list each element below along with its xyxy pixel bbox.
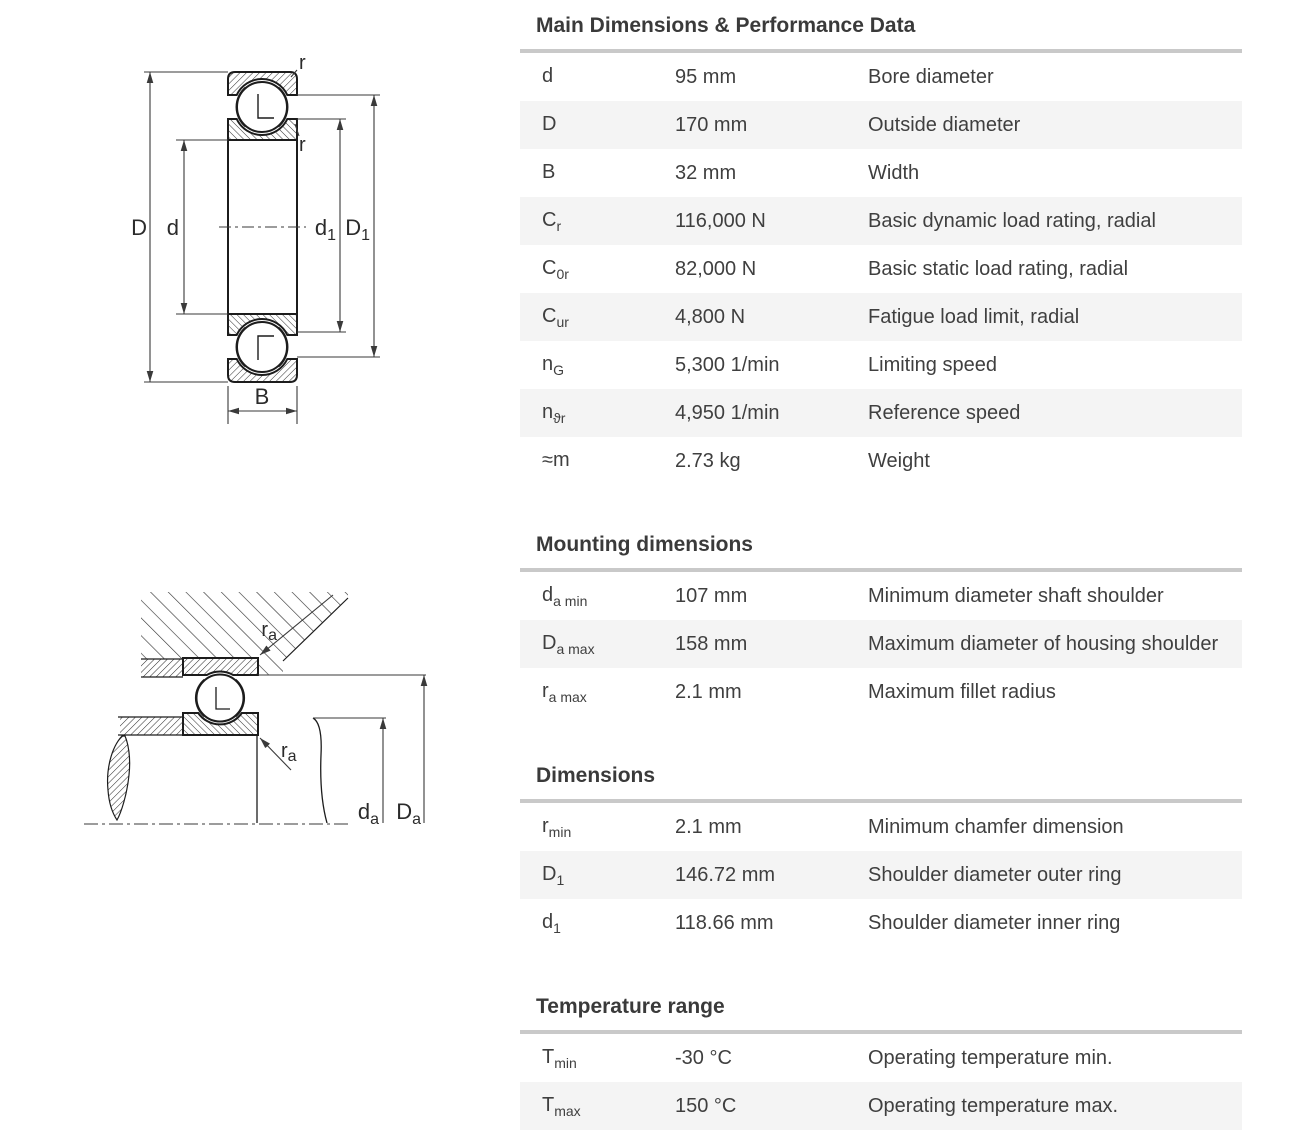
section-title: Dimensions [536,764,656,787]
shaft-shoulder-section [120,717,183,735]
table-row [520,149,1242,197]
section-title: Main Dimensions & Performance Data [536,14,916,37]
row-description: Shoulder diameter outer ring [868,863,1122,886]
table-row [520,293,1242,341]
row-description: Basic static load rating, radial [868,257,1129,280]
row-value: 116,000 N [675,209,766,232]
row-value: 158 mm [675,632,748,655]
label-bore-diameter: d [166,215,179,240]
row-description: Weight [868,449,930,472]
table-row [520,389,1242,437]
row-symbol: $n_G$ [542,352,565,378]
section-title: Mounting dimensions [536,533,753,556]
row-value: 2.73 kg [675,449,741,472]
row-symbol: d [542,64,554,87]
row-description: Shoulder diameter inner ring [868,911,1121,934]
row-symbol: $d_{a min}$ [542,583,588,609]
row-value: 170 mm [675,113,748,136]
row-value: 2.1 mm [675,680,742,703]
label-fillet-radius-bottom: $r_a$ [281,740,297,765]
table-row [520,1034,1242,1082]
row-symbol: D [542,112,557,135]
label-chamfer-radius-inner: r [299,134,306,156]
table-row [520,1082,1242,1130]
row-value: 95 mm [675,65,737,88]
mounting-diagram [80,575,440,850]
row-symbol: $r_{min}$ [542,814,572,840]
row-symbol: $C_{0r}$ [542,256,569,282]
row-value: 82,000 N [675,257,757,280]
label-width: B [254,384,270,409]
row-value: 107 mm [675,584,748,607]
table-row [520,851,1242,899]
table-row [520,803,1242,851]
table-row [520,197,1242,245]
row-symbol: $T_{max}$ [542,1093,581,1119]
row-symbol: $D_{a max}$ [542,631,595,657]
row-description: Outside diameter [868,113,1021,136]
section-rows [520,803,1242,947]
data-section [520,16,1242,485]
row-description: Fatigue load limit, radial [868,305,1080,328]
table-row [520,668,1242,716]
row-description: Operating temperature max. [868,1094,1119,1117]
label-outside-diameter: D [131,215,147,240]
row-description: Basic dynamic load rating, radial [868,209,1156,232]
row-value: 2.1 mm [675,815,742,838]
row-value: 4,800 N [675,305,746,328]
data-section [520,535,1242,716]
table-row [520,53,1242,101]
row-symbol: $T_{min}$ [542,1045,577,1071]
row-description: Maximum diameter of housing shoulder [868,632,1219,655]
bearing-cross-section-diagram [100,45,420,435]
row-value: 5,300 1/min [675,353,780,376]
shaft-fillet-section [108,736,130,820]
row-symbol: ≈m [542,448,570,471]
table-row [520,572,1242,620]
data-section [520,766,1242,947]
data-section [520,997,1242,1130]
row-description: Operating temperature min. [868,1046,1113,1069]
table-row [520,437,1242,485]
section-title: Temperature range [536,995,725,1018]
housing-shoulder-section [141,659,183,677]
row-value: 32 mm [675,161,737,184]
row-symbol: $D_1$ [542,862,565,888]
table-row [520,899,1242,947]
row-description: Limiting speed [868,353,997,376]
row-symbol: $d_1$ [542,910,561,936]
row-symbol: $C_r$ [542,208,562,234]
section-rows [520,1034,1242,1130]
inner-ring-bore-lines [228,140,297,314]
rolling-element-ball [195,675,244,722]
row-description: Width [868,161,920,184]
label-chamfer-radius-outer: r [299,52,306,74]
row-description: Minimum chamfer dimension [868,815,1124,838]
datasheet-tables [520,0,1242,1130]
table-row [520,101,1242,149]
outer-ring-section [183,658,258,675]
row-value: 146.72 mm [675,863,776,886]
label-outer-shoulder-diameter: $D_1$ [345,215,370,244]
row-value: 150 °C [675,1094,737,1117]
row-value: 118.66 mm [675,911,774,934]
row-value: -30 °C [675,1046,732,1069]
row-description: Reference speed [868,401,1021,424]
row-description: Minimum diameter shaft shoulder [868,584,1164,607]
row-value: 4,950 1/min [675,401,780,424]
row-symbol: $r_{a max}$ [542,679,587,705]
section-rows [520,53,1242,485]
row-symbol: $n_{ϑr}$ [542,400,566,426]
label-fillet-radius-top: $r_a$ [261,619,277,644]
label-inner-shoulder-diameter: $d_1$ [314,215,336,244]
row-symbol: $C_{ur}$ [542,304,569,330]
table-row [520,620,1242,668]
table-row [520,341,1242,389]
section-rows [520,572,1242,716]
row-description: Bore diameter [868,65,994,88]
inner-ring-section [228,119,297,335]
table-row [520,245,1242,293]
row-description: Maximum fillet radius [868,680,1056,703]
label-housing-shoulder-diameter: $D_a$ [396,799,421,828]
row-symbol: B [542,160,556,183]
label-shaft-shoulder-diameter: $d_a$ [357,799,379,828]
